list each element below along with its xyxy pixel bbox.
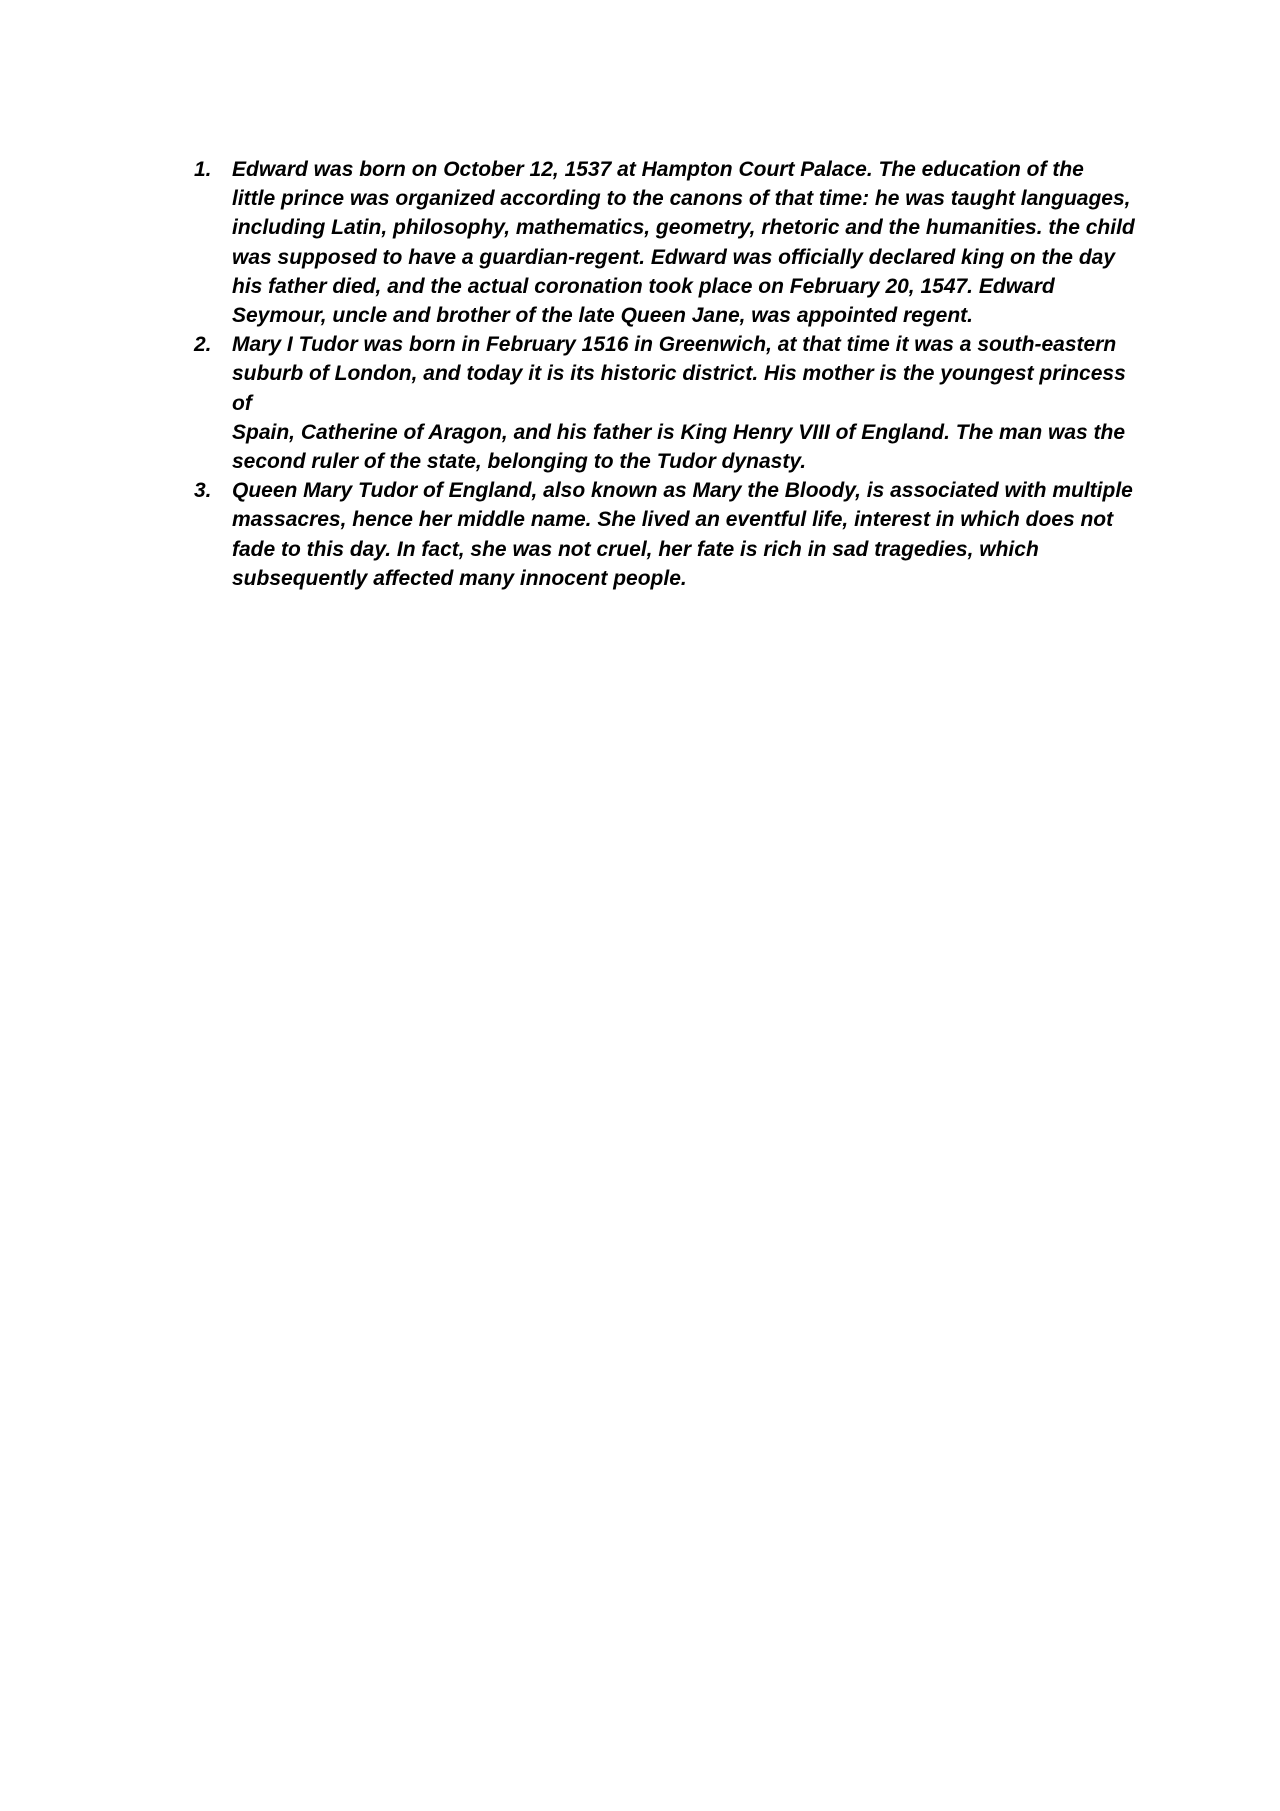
list-item-text: Mary I Tudor was born in February 1516 in Greenwich, at that time it was a south-eastern suburb of London, and today it is its historic district. His mother is the youngest princess of Spain, Catherine of Aragon, and his father is King Henry VIII of England. The man was the second ruler of the state, belonging to the Tudor dynasty. [232, 333, 1126, 474]
list-item-number: 1. [194, 158, 212, 181]
list-item-text: Queen Mary Tudor of England, also known as Mary the Bloody, is associated with multiple massacres, hence her middle name. She lived an eventful life, interest in which does not fade to this day. In fact, she was not cruel, her fate is rich in sad tragedies, which subsequently affected many innocent people. [232, 479, 1133, 590]
list-item-number: 2. [194, 333, 212, 357]
list-item [194, 476, 1139, 593]
list-item-number: 3. [194, 479, 212, 503]
list-item [194, 330, 1139, 476]
list-item-text: Edward was born on October 12, 1537 at Hampton Court Palace. The education of the little prince was organized according to the canons of that time: he was taught languages, including Latin, philosophy, mathematics, geometry, rhetoric and the humanities. the child was supposed to have a guardian-regent. Edward was officially declared king on the day his father died, and the actual coronation took place on February 20, 1547. Edward Seymour, uncle and brother of the late Queen Jane, was appointed regent. [232, 158, 1135, 328]
list-item [194, 155, 1139, 330]
numbered-list [194, 155, 1139, 593]
